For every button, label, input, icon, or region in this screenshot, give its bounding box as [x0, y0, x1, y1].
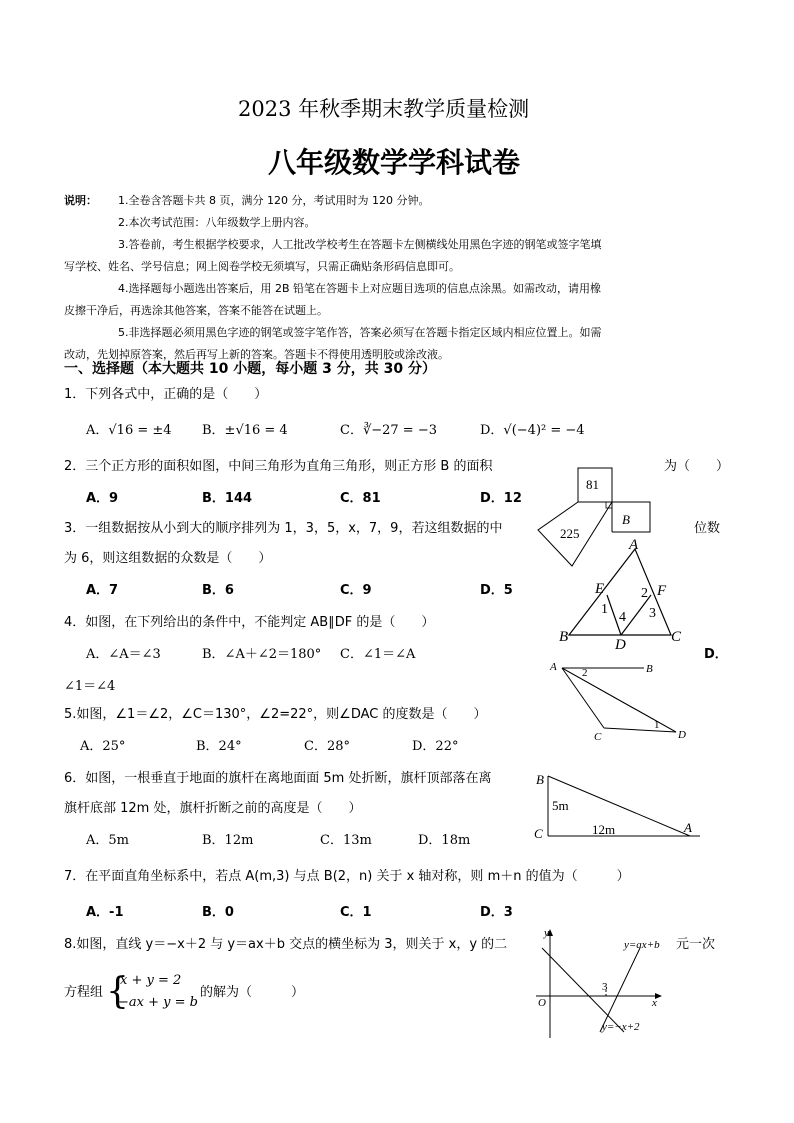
q3-stem-2: 为 6，则这组数据的众数是（ ） [64, 551, 272, 566]
q6-stem: 6．如图，一根垂直于地面的旗杆在离地面面 5m 处折断，旗杆顶部落在离 [64, 771, 492, 786]
q5-option-b: B．24° [196, 739, 242, 754]
q4-option-b: B．∠A＋∠2＝180° [202, 647, 322, 662]
q7-option-a: A．-1 [86, 905, 124, 920]
instructions-label: 说明： [64, 194, 97, 207]
q5-option-d: D．22° [412, 739, 459, 754]
fig-q6-label-5m: 5m [552, 798, 569, 813]
q3-option-d: D．5 [480, 583, 513, 598]
q2-option-a: A．9 [86, 491, 119, 506]
paper-title: 八年级数学学科试卷 [268, 146, 521, 179]
section-title: 一、选择题（本大题共 10 小题，每小题 3 分，共 30 分） [64, 361, 436, 377]
q8-equation-2: −ax + y = b [118, 995, 198, 1010]
q3-stem: 3．一组数据按从小到大的顺序排列为 1，3，5，x，7，9，若这组数据的中 [64, 521, 503, 536]
q5-option-a: A．25° [80, 739, 126, 754]
fig-q8-label-3: 3 [602, 981, 608, 993]
fig-q6-label-b: B [536, 772, 544, 787]
q4-option-a: A．∠A＝∠3 [86, 647, 161, 662]
instruction-3-cont: 写学校、姓名、学号信息；网上阅卷学校无须填写，只需正确贴条形码信息即可。 [64, 260, 460, 273]
fig-q4-label-3: 3 [649, 606, 656, 621]
q8-equation-1: x + y = 2 [120, 973, 182, 988]
fig-q8-label-y: y [544, 927, 549, 939]
instruction-1: 1.全卷含答题卡共 8 页，满分 120 分，考试用时为 120 分钟。 [118, 194, 430, 207]
instruction-4: 4.选择题每小题选出答案后，用 2B 铅笔在答题卡上对应题目选项的信息点涂黑。如需改动，请用橡 [118, 282, 602, 295]
q8-stem-2: 方程组 [64, 985, 104, 1000]
q7-stem: 7．在平面直角坐标系中，若点 A(m,3) 与点 B(2，n) 关于 x 轴对称，则 m＋n 的值为（ ） [64, 869, 630, 884]
fig-q8-label-line2: y=−x+2 [602, 1021, 640, 1033]
fig-q4-label-1: 1 [601, 602, 608, 617]
fig-q5-label-c: C [594, 731, 602, 743]
fig-q8-label-line1: y=ax+b [624, 939, 660, 951]
fig-q5-label-1: 1 [654, 719, 660, 731]
instruction-3: 3.答卷前，考生根据学校要求，人工批改学校考生在答题卡左侧横线处用黑色字迹的钢笔或签字笔填 [118, 238, 602, 251]
fig-q5-label-d: D [678, 729, 686, 741]
q7-option-b: B．0 [202, 905, 234, 920]
q1-option-d: D．√(−4)² = −4 [480, 423, 585, 438]
fig-q8-label-origin: O [538, 997, 546, 1009]
figure-q4-triangle [555, 535, 695, 655]
q8-system-brace: { [106, 971, 129, 1012]
fig-q5-label-b: B [646, 663, 653, 675]
q8-stem-end: 元一次 [676, 937, 716, 952]
figure-q5-quadrilateral [548, 656, 698, 746]
fig-q8-label-x: x [652, 997, 657, 1009]
q4-option-c: C．∠1＝∠A [340, 647, 416, 662]
fig-q4-label-a: A [629, 537, 639, 553]
q7-option-d: D．3 [480, 905, 513, 920]
fig-q6-label-a: A [684, 820, 692, 835]
q2-stem: 2．三个正方形的面积如图，中间三角形为直角三角形，则正方形 B 的面积 [64, 459, 493, 474]
q1-stem: 1．下列各式中，正确的是（ ） [64, 387, 268, 402]
fig-q4-label-e: E [595, 581, 605, 597]
fig-q2-label-b: B [622, 512, 630, 527]
figure-q6-flagpole [528, 766, 708, 846]
fig-q4-label-c: C [671, 629, 682, 645]
q3-option-a: A．7 [86, 583, 119, 598]
fig-q4-label-d: D [615, 637, 626, 653]
q6-option-a: A．5m [86, 833, 129, 848]
q3-stem-end: 位数 [694, 521, 721, 536]
fig-q4-label-4: 4 [619, 610, 626, 625]
fig-q5-label-2: 2 [582, 667, 588, 679]
q5-option-c: C．28° [304, 739, 350, 754]
q6-stem-2: 旗杆底部 12m 处，旗杆折断之前的高度是（ ） [64, 801, 362, 816]
instruction-4-cont: 皮擦干净后，再选涂其他答案，答案不能答在试题上。 [64, 304, 328, 317]
q6-option-d: D．18m [418, 833, 471, 848]
q1-option-c: C．∛−27 = −3 [340, 423, 437, 438]
q7-option-c: C．1 [340, 905, 372, 920]
fig-q6-label-c: C [534, 826, 543, 841]
figure-q8-graph [530, 926, 700, 1042]
fig-q2-label-81: 81 [586, 477, 599, 492]
exam-title: 2023 年秋季期末教学质量检测 [238, 97, 530, 121]
q8-stem-3: 的解为（ ） [200, 985, 305, 1000]
q2-stem-end: 为（ ） [664, 459, 730, 474]
q3-option-c: C．9 [340, 583, 372, 598]
fig-q4-label-b: B [559, 629, 569, 645]
fig-q5-label-a: A [550, 661, 557, 673]
fig-q6-label-12m: 12m [592, 822, 616, 837]
q2-option-c: C．81 [340, 491, 381, 506]
fig-q4-label-2: 2 [641, 586, 648, 601]
fig-q4-label-f: F [657, 583, 667, 599]
q5-stem: 5.如图，∠1＝∠2，∠C＝130°，∠2=22°，则∠DAC 的度数是（ ） [64, 707, 487, 722]
instruction-5: 5.非选择题必须用黑色字迹的钢笔或签字笔作答，答案必须写在答题卡指定区域内相应位置上。如需 [118, 326, 602, 339]
q4-option-d-text: ∠1＝∠4 [64, 679, 116, 694]
q8-stem: 8.如图，直线 y＝−x＋2 与 y＝ax＋b 交点的横坐标为 3，则关于 x，y 的二 [64, 937, 508, 952]
q4-stem: 4．如图，在下列给出的条件中，不能判定 AB∥DF 的是（ ） [64, 615, 435, 630]
q1-option-a: A．√16 = ±4 [86, 423, 172, 438]
fig-q2-label-225: 225 [560, 526, 580, 541]
q3-option-b: B．6 [202, 583, 234, 598]
q2-option-b: B．144 [202, 491, 253, 506]
q2-option-d: D．12 [480, 491, 522, 506]
q6-option-b: B．12m [202, 833, 254, 848]
q1-option-b: B．±√16 = 4 [202, 423, 288, 438]
q4-option-d: D． [704, 647, 728, 662]
instruction-2: 2.本次考试范围：八年级数学上册内容。 [118, 216, 316, 229]
instruction-5-cont: 改动，先划掉原答案，然后再写上新的答案。答题卡不得使用透明胶或涂改液。 [64, 348, 449, 361]
q6-option-c: C．13m [320, 833, 372, 848]
